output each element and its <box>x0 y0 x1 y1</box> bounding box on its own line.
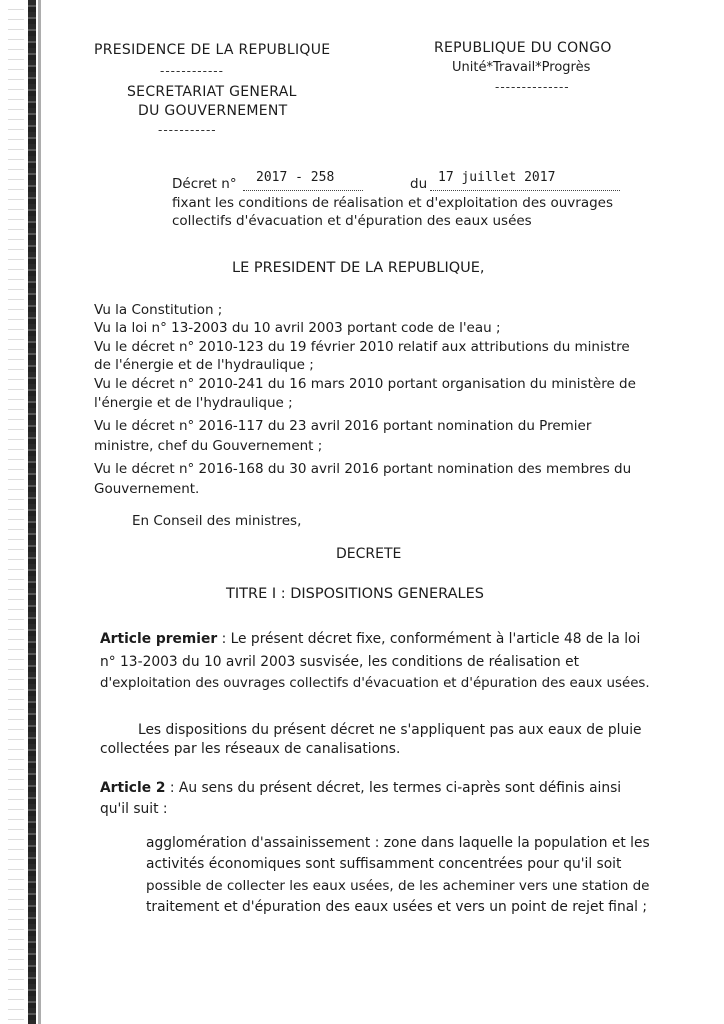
visa-line: de l'énergie et de l'hydraulique ; <box>94 357 314 373</box>
visa-line: Vu la loi n° 13-2003 du 10 avril 2003 portant code de l'eau ; <box>94 320 501 336</box>
conseil-line: En Conseil des ministres, <box>132 513 302 529</box>
visa-line: l'énergie et de l'hydraulique ; <box>94 395 293 411</box>
paragraph-2-line-2: collectées par les réseaux de canalisations. <box>100 741 401 757</box>
visa-line: ministre, chef du Gouvernement ; <box>94 438 323 454</box>
paragraph-2-line-1: Les dispositions du présent décret ne s'appliquent pas aux eaux de pluie <box>138 722 642 738</box>
visa-line: Vu le décret n° 2010-241 du 16 mars 2010 portant organisation du ministère de <box>94 376 636 392</box>
header-presidence: PRESIDENCE DE LA REPUBLIQUE <box>94 42 331 58</box>
article-1-line-2: n° 13-2003 du 10 avril 2003 susvisée, les conditions de réalisation et <box>100 654 580 670</box>
visa-line: Vu la Constitution ; <box>94 302 223 318</box>
decree-label: Décret n° <box>172 176 237 192</box>
decree-subject-line-1: fixant les conditions de réalisation et d'exploitation des ouvrages <box>172 195 613 211</box>
decree-number-line <box>243 190 363 191</box>
president-heading: LE PRESIDENT DE LA REPUBLIQUE, <box>232 260 485 276</box>
article-1-line-3: d'exploitation des ouvrages collectifs d'évacuation et d'épuration des eaux usées. <box>100 676 650 691</box>
header-left-divider-2: ----------- <box>158 123 217 137</box>
visa-line: Vu le décret n° 2016-168 du 30 avril 2016 portant nomination des membres du <box>94 461 632 477</box>
article-1-line-1: : Le présent décret fixe, conformément à l'article 48 de la loi <box>221 631 641 647</box>
visa-line: Vu le décret n° 2016-117 du 23 avril 2016 portant nomination du Premier <box>94 418 592 434</box>
article-2-line-1: : Au sens du présent décret, les termes ci-après sont définis ainsi <box>169 780 622 796</box>
definition-line-4: traitement et d'épuration des eaux usées et vers un point de rejet final ; <box>146 899 648 915</box>
header-right-divider: -------------- <box>495 80 570 94</box>
header-gouvernement: DU GOUVERNEMENT <box>138 103 288 119</box>
decree-date: 17 juillet 2017 <box>438 170 556 185</box>
article-2-line-2: qu'il suit : <box>100 801 168 817</box>
decrete-heading: DECRETE <box>336 546 402 562</box>
article-2-label: Article 2 <box>100 780 166 796</box>
visa-line: Vu le décret n° 2010-123 du 19 février 2010 relatif aux attributions du ministre <box>94 339 630 355</box>
header-secretariat: SECRETARIAT GENERAL <box>127 84 297 100</box>
scan-artifact <box>8 0 24 1024</box>
definition-line-1: : zone dans laquelle la population et les <box>374 835 650 851</box>
definition-line-3: possible de collecter les eaux usées, de les acheminer vers une station de <box>146 878 650 894</box>
article-1-label: Article premier <box>100 631 218 647</box>
decree-number: 2017 - 258 <box>256 170 335 185</box>
scan-edge-bar <box>28 0 36 1024</box>
scan-edge-line <box>38 0 41 1024</box>
decree-date-line <box>430 190 620 191</box>
decree-du: du <box>410 176 428 192</box>
header-left-divider-1: ------------ <box>160 64 224 78</box>
definition-line-2: activités économiques sont suffisamment concentrées pour qu'il soit <box>146 856 622 872</box>
titre-heading: TITRE I : DISPOSITIONS GENERALES <box>226 586 484 602</box>
header-devise: Unité*Travail*Progrès <box>452 60 591 75</box>
decree-subject-line-2: collectifs d'évacuation et d'épuration des eaux usées <box>172 213 532 229</box>
definition-term: agglomération d'assainissement <box>146 835 371 851</box>
visa-line: Gouvernement. <box>94 481 200 497</box>
header-republique: REPUBLIQUE DU CONGO <box>434 40 612 56</box>
